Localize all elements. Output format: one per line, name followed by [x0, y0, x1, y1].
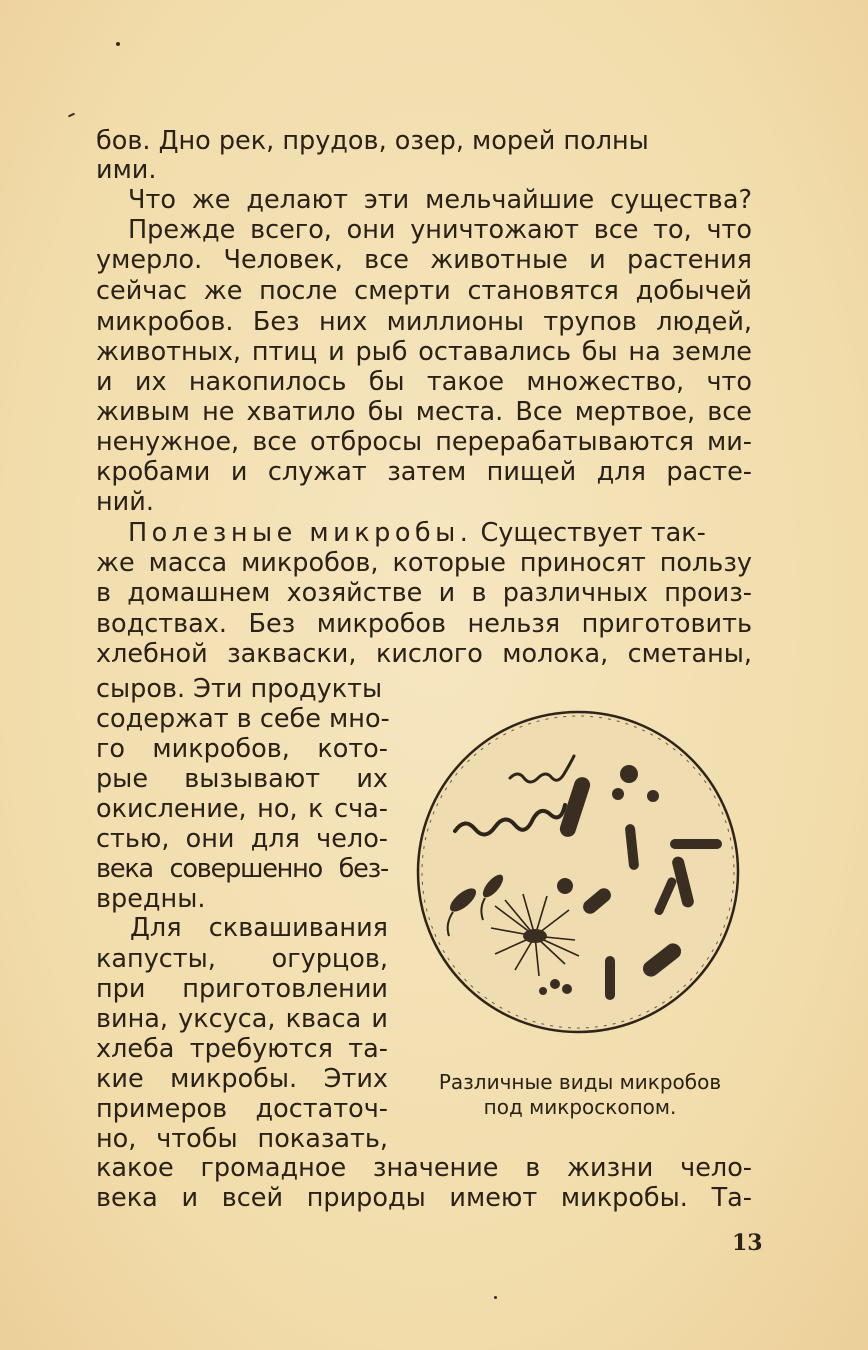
- coccus: [612, 788, 624, 800]
- text-line: Прежде всего, они уничтожают все то, что: [128, 215, 752, 245]
- text-line: капусты, огурцов,: [96, 944, 388, 974]
- text-line: Что же делают эти мельчайшие существа?: [128, 185, 752, 215]
- text-line: умерло. Человек, все животные и растения: [96, 245, 752, 275]
- section-heading: Полезные микробы.: [128, 518, 473, 548]
- text-line: го микробов, кото-: [96, 734, 388, 764]
- figure-caption-line: Различные виды микробов: [438, 1070, 722, 1094]
- text-line: хлеба требуются та-: [96, 1034, 388, 1064]
- text-line: вредны.: [96, 884, 206, 914]
- text-line: кие микробы. Этих: [96, 1064, 388, 1094]
- text-line: вина, уксуса, кваса и: [96, 1004, 388, 1034]
- text-line: но, чтобы показать,: [96, 1124, 388, 1154]
- text-line: Для сквашивания: [130, 913, 388, 943]
- text-line: водствах. Без микробов нельзя приготовить: [96, 609, 752, 639]
- print-speck: [494, 1296, 497, 1299]
- text-line: сыров. Эти продукты: [96, 674, 383, 704]
- text-line: кробами и служат затем пищей для расте-: [96, 457, 752, 487]
- text-line: примеров достаточ-: [96, 1094, 388, 1124]
- text-line: века и всей природы имеют микробы. Та-: [96, 1183, 752, 1213]
- text-line: [128, 518, 752, 548]
- text-line: ний.: [96, 487, 154, 517]
- coccus: [620, 765, 638, 783]
- text-line: ими.: [96, 155, 157, 185]
- page-number: 13: [732, 1230, 763, 1256]
- microbe-illustration: [415, 706, 745, 1036]
- text-span: Существует так-: [472, 518, 706, 548]
- text-line: стью, они для чело-: [96, 824, 388, 854]
- text-line: животных, птиц и рыб оставались бы на земле: [96, 337, 752, 367]
- coccus: [557, 878, 573, 894]
- text-line: окисление, но, к сча-: [96, 794, 388, 824]
- figure-caption-line: под микроскопом.: [483, 1095, 677, 1119]
- text-line: содержат в себе мно-: [96, 704, 390, 734]
- text-line: хлебной закваски, кислого молока, сметаны,: [96, 639, 752, 669]
- coccus: [550, 979, 560, 989]
- coccus: [562, 984, 572, 994]
- text-line: микробов. Без них миллионы трупов людей,: [96, 307, 752, 337]
- text-line: бов. Дно рек, прудов, озер, морей полны: [96, 126, 649, 156]
- text-line: же масса микробов, которые приносят пользу: [96, 548, 752, 578]
- coccus: [647, 790, 659, 802]
- coccus: [539, 987, 547, 995]
- print-speck: [68, 113, 75, 118]
- text-line: и их накопилось бы такое множество, что: [96, 367, 752, 397]
- text-line: какое громадное значение в жизни чело-: [96, 1153, 752, 1183]
- microscope-field: [418, 712, 738, 1032]
- text-line: в домашнем хозяйстве и в различных произ-: [96, 578, 752, 608]
- print-speck: [116, 42, 120, 46]
- text-line: ненужное, все отбросы перерабатываются ми-: [96, 427, 752, 457]
- rod-bacterium: [605, 956, 615, 1000]
- rod-bacterium: [670, 839, 722, 849]
- text-line: рые вызывают их: [96, 764, 388, 794]
- text-line: при приготовлении: [96, 974, 388, 1004]
- text-line: сейчас же после смерти становятся добычей: [96, 276, 752, 306]
- text-line: живым не хватило бы места. Все мертвое, все: [96, 397, 752, 427]
- text-line: века совершенно без-: [96, 854, 388, 884]
